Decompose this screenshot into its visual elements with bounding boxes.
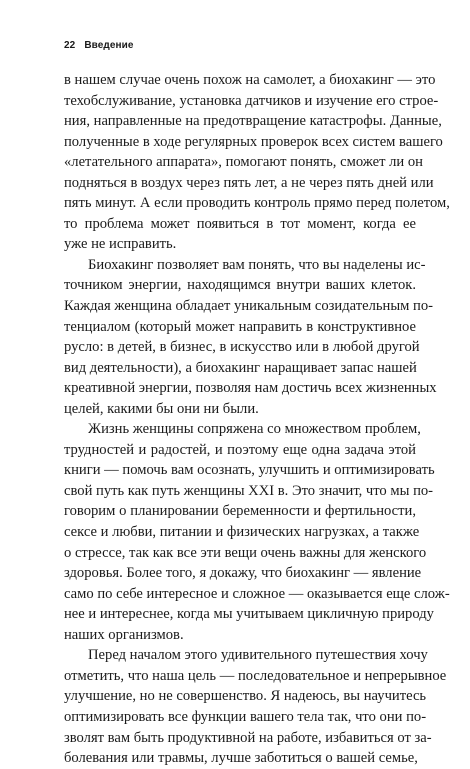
running-head	[64, 40, 134, 51]
text-line: уже не исправить.	[64, 236, 177, 253]
text-line: книги — помочь вам осознать, улучшить и оптимизировать	[64, 462, 435, 479]
body-text	[64, 70, 450, 769]
text-line: Каждая женщина обладает уникальным созидательным по-	[64, 298, 434, 315]
text-line: креативной энергии, позволяя нам достичь всех жизненных	[64, 380, 437, 397]
text-line: улучшение, но не совершенство. Я надеюсь, вы научитесь	[64, 688, 427, 705]
page-number: 22	[64, 40, 76, 51]
text-line: тенциалом (который может направить в конструктивное	[64, 318, 416, 335]
paragraph	[64, 70, 450, 255]
text-line: сексе и любви, питании и физических нагрузках, а также	[64, 524, 420, 541]
text-line: болевания или травмы, лучше заботиться о вашей семье,	[64, 750, 418, 767]
text-line: ния, направленные на предотвращение катастрофы. Данные,	[64, 113, 442, 130]
paragraph	[64, 419, 450, 645]
paragraph	[64, 255, 437, 419]
text-line: наших организмов.	[64, 626, 184, 643]
text-line: русло: в детей, в бизнес, в искусство или в любой другой	[64, 339, 420, 356]
text-line: оптимизировать все функции вашего тела так, что они по-	[64, 708, 427, 725]
text-line: точником энергии, находящимся внутри ваших клеток.	[64, 277, 416, 294]
text-line: вид деятельности), а биохакинг наращивает запас нашей	[64, 359, 417, 376]
text-line: Жизнь женщины сопряжена со множеством проблем,	[88, 421, 421, 438]
text-line: то проблема может появиться в тот момент, когда ее	[64, 215, 416, 232]
text-line: техобслуживание, установка датчиков и изучение его строе-	[64, 92, 439, 109]
text-line: отметить, что наша цель — последовательное и непрерывное	[64, 667, 447, 684]
text-line: целей, какими бы они ни были.	[64, 400, 259, 417]
text-line: говорим о планировании беременности и фертильности,	[64, 503, 416, 520]
text-line: в нашем случае очень похож на самолет, а биохакинг — это	[64, 72, 436, 88]
text-line: Биохакинг позволяет вам понять, что вы наделены ис-	[88, 256, 426, 273]
text-line: само по себе интересное и сложное — оказывается еще слож-	[64, 585, 450, 602]
paragraph	[64, 645, 447, 768]
text-line: полученные в ходе регулярных проверок всех систем вашего	[64, 133, 443, 150]
text-line: пять минут. А если проводить контроль прямо перед полетом,	[64, 195, 450, 212]
text-line: нее и интереснее, когда мы учитываем цикличную природу	[64, 606, 434, 623]
text-line: «летательного аппарата», помогают понять, сможет ли он	[64, 154, 423, 171]
text-line: подняться в воздух через пять лет, а не через пять дней или	[64, 174, 434, 191]
text-line: трудностей и радостей, и поэтому еще одна задача этой	[64, 441, 416, 458]
text-line: свой путь как путь женщины XXI в. Это значит, что мы по-	[64, 482, 434, 499]
text-line: Перед началом этого удивительного путешествия хочу	[88, 647, 428, 664]
text-line: здоровья. Более того, я докажу, что биохакинг — явление	[64, 565, 422, 582]
section-title: Введение	[84, 40, 134, 51]
text-line: зволят вам быть продуктивной на работе, избавиться от за-	[64, 729, 432, 746]
text-line: о стрессе, так как все эти вещи очень важны для женского	[64, 544, 427, 561]
